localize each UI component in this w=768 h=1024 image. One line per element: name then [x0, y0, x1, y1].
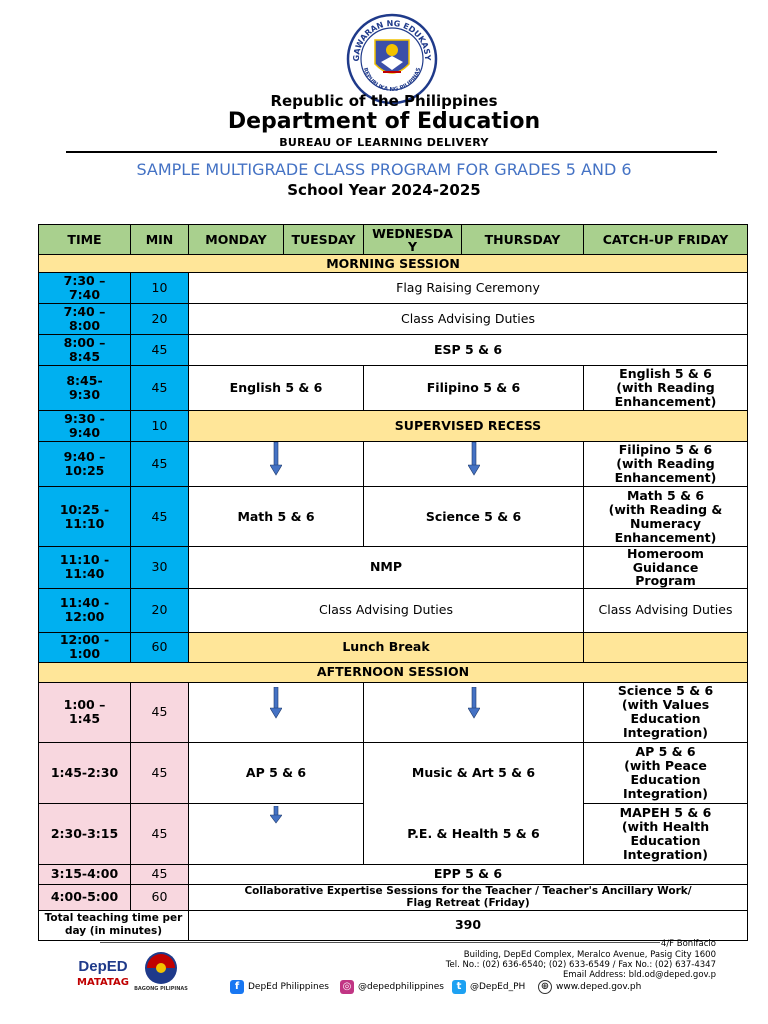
footer-address-4: Email Address: bld.od@deped.gov.p: [562, 970, 716, 980]
footer-divider: [100, 942, 660, 943]
min-cell: 20: [131, 304, 189, 335]
time-cell: 11:40 - 12:00: [39, 588, 131, 632]
table-row: [39, 442, 748, 487]
friday-cell: Science 5 & 6 (with Values Education Integration): [584, 682, 748, 742]
table-row: [39, 864, 748, 884]
down-arrow-icon: [468, 687, 480, 719]
activity-cell: SUPERVISED RECESS: [189, 411, 748, 442]
time-cell: 9:40 – 10:25: [39, 442, 131, 487]
friday-cell: AP 5 & 6 (with Peace Education Integration): [584, 742, 748, 803]
school-year: School Year 2024-2025: [287, 181, 481, 199]
mon-tue-cell: AP 5 & 6: [189, 742, 364, 803]
table-row: [39, 304, 748, 335]
facebook-link[interactable]: [230, 980, 329, 994]
col-header-tuesday: TUESDAY: [284, 225, 364, 255]
min-cell: 45: [131, 682, 189, 742]
col-header-min: MIN: [131, 225, 189, 255]
col-header-time: TIME: [39, 225, 131, 255]
friday-cell: English 5 & 6 (with Reading Enhancement): [584, 366, 748, 411]
footer-address-1: 4/F Bonifacio: [660, 939, 716, 949]
instagram-link[interactable]: [340, 980, 444, 994]
instagram-icon: ◎: [340, 980, 354, 994]
time-cell: 1:00 – 1:45: [39, 682, 131, 742]
bagong-pilipinas-logo: [141, 950, 181, 990]
mon-tue-cell: [189, 442, 364, 487]
col-header-wednesday: WEDNESDA Y: [364, 225, 462, 255]
twitter-link[interactable]: [452, 980, 525, 994]
seal-top-text: GAWARAN NG EDUKASY: [351, 18, 433, 62]
total-row: [39, 910, 748, 940]
min-cell: 20: [131, 588, 189, 632]
time-cell: 11:10 - 11:40: [39, 547, 131, 589]
friday-cell: Class Advising Duties: [584, 588, 748, 632]
twitter-label: @DepEd_PH: [470, 982, 526, 992]
pe-health-label: P.E. & Health 5 & 6: [407, 825, 540, 841]
activity-cell: NMP: [189, 547, 584, 589]
header-divider: [66, 151, 717, 153]
down-arrow-icon: [270, 687, 282, 719]
mon-tue-cell: Math 5 & 6: [189, 487, 364, 547]
activity-cell: Class Advising Duties: [189, 588, 584, 632]
seal-bottom-text: REPUBLIKA NG PILIPINAS: [361, 67, 423, 94]
department-heading: Department of Education: [227, 109, 541, 134]
time-cell: 2:30-3:15: [39, 803, 131, 864]
republic-heading: Republic of the Philippines: [270, 92, 498, 110]
activity-cell: Flag Raising Ceremony: [189, 273, 748, 304]
afternoon-session-label: AFTERNOON SESSION: [39, 662, 748, 682]
footer-address-2: Building, DepEd Complex, Meralco Avenue, Pasig City 1600: [463, 950, 716, 960]
activity-cell: ESP 5 & 6: [189, 335, 748, 366]
total-value: 390: [189, 910, 748, 940]
min-cell: 45: [131, 335, 189, 366]
activity-cell: EPP 5 & 6: [189, 864, 748, 884]
website-label: www.deped.gov.ph: [556, 982, 642, 992]
wed-thu-cell: [364, 682, 584, 742]
time-cell: 10:25 - 11:10: [39, 487, 131, 547]
bagong-pilipinas-label: BAGONG PILIPINAS: [134, 986, 188, 992]
down-arrow-icon: [270, 442, 282, 476]
col-header-monday: MONDAY: [189, 225, 284, 255]
col-header-thursday: THURSDAY: [462, 225, 584, 255]
mon-tue-cell: [189, 803, 364, 864]
min-cell: 10: [131, 273, 189, 304]
time-cell: 7:40 – 8:00: [39, 304, 131, 335]
deped-logo: DepED: [78, 958, 128, 975]
time-cell: 8:45- 9:30: [39, 366, 131, 411]
music-art-label: Music & Art 5 & 6: [411, 764, 536, 780]
friday-cell: MAPEH 5 & 6 (with Health Education Integration): [584, 803, 748, 864]
table-row: [39, 411, 748, 442]
footer-address-3: Tel. No.: (02) 636-6540; (02) 633-6549 / Fax No.: (02) 637-4347: [445, 960, 716, 970]
table-row: [39, 366, 748, 411]
wed-thu-cell: [364, 442, 584, 487]
activity-cell: Collaborative Expertise Sessions for the Teacher / Teacher's Ancillary Work/ Flag Retreat (Friday): [189, 884, 748, 910]
min-cell: 45: [131, 487, 189, 547]
table-row: [39, 547, 748, 589]
mon-tue-cell: [189, 682, 364, 742]
morning-session-label: MORNING SESSION: [39, 255, 748, 273]
friday-cell: [584, 632, 748, 662]
down-arrow-icon: [468, 442, 480, 476]
time-cell: 1:45-2:30: [39, 742, 131, 803]
table-row: [39, 884, 748, 910]
min-cell: 60: [131, 884, 189, 910]
friday-cell: Homeroom Guidance Program: [584, 547, 748, 589]
time-cell: 9:30 - 9:40: [39, 411, 131, 442]
activity-cell: Class Advising Duties: [189, 304, 748, 335]
time-cell: 4:00-5:00: [39, 884, 131, 910]
twitter-icon: t: [452, 980, 466, 994]
min-cell: 60: [131, 632, 189, 662]
table-row: [39, 273, 748, 304]
wed-thu-cell: Filipino 5 & 6: [364, 366, 584, 411]
time-cell: 12:00 - 1:00: [39, 632, 131, 662]
total-label: Total teaching time per day (in minutes): [39, 910, 189, 940]
min-cell: 45: [131, 803, 189, 864]
activity-cell: Lunch Break: [189, 632, 584, 662]
wed-thu-cell: Science 5 & 6: [364, 487, 584, 547]
website-link[interactable]: [538, 980, 641, 994]
friday-cell: Math 5 & 6 (with Reading & Numeracy Enhancement): [584, 487, 748, 547]
time-cell: 8:00 – 8:45: [39, 335, 131, 366]
time-cell: 3:15-4:00: [39, 864, 131, 884]
min-cell: 45: [131, 742, 189, 803]
table-row: [39, 682, 748, 742]
instagram-label: @depedphilippines: [358, 982, 444, 992]
min-cell: 45: [131, 442, 189, 487]
facebook-icon: f: [230, 980, 244, 994]
min-cell: 10: [131, 411, 189, 442]
down-arrow-icon: [270, 806, 282, 824]
min-cell: 45: [131, 864, 189, 884]
time-cell: 7:30 – 7:40: [39, 273, 131, 304]
matatag-logo: MATATAG: [77, 977, 129, 988]
friday-cell: Filipino 5 & 6 (with Reading Enhancement): [584, 442, 748, 487]
table-row: [39, 632, 748, 662]
globe-icon: ⊕: [538, 980, 552, 994]
table-row: [39, 588, 748, 632]
table-header-row: [39, 225, 748, 255]
table-row: [39, 487, 748, 547]
col-header-friday: CATCH-UP FRIDAY: [584, 225, 748, 255]
min-cell: 30: [131, 547, 189, 589]
facebook-label: DepEd Philippines: [248, 982, 329, 992]
min-cell: 45: [131, 366, 189, 411]
mon-tue-cell: English 5 & 6: [189, 366, 364, 411]
class-program-table: [38, 224, 748, 941]
bureau-heading: BUREAU OF LEARNING DELIVERY: [279, 136, 489, 149]
document-title: SAMPLE MULTIGRADE CLASS PROGRAM FOR GRADES 5 AND 6: [136, 160, 632, 179]
table-row: [39, 335, 748, 366]
wed-thu-cell: [364, 742, 584, 864]
table-row: [39, 742, 748, 803]
